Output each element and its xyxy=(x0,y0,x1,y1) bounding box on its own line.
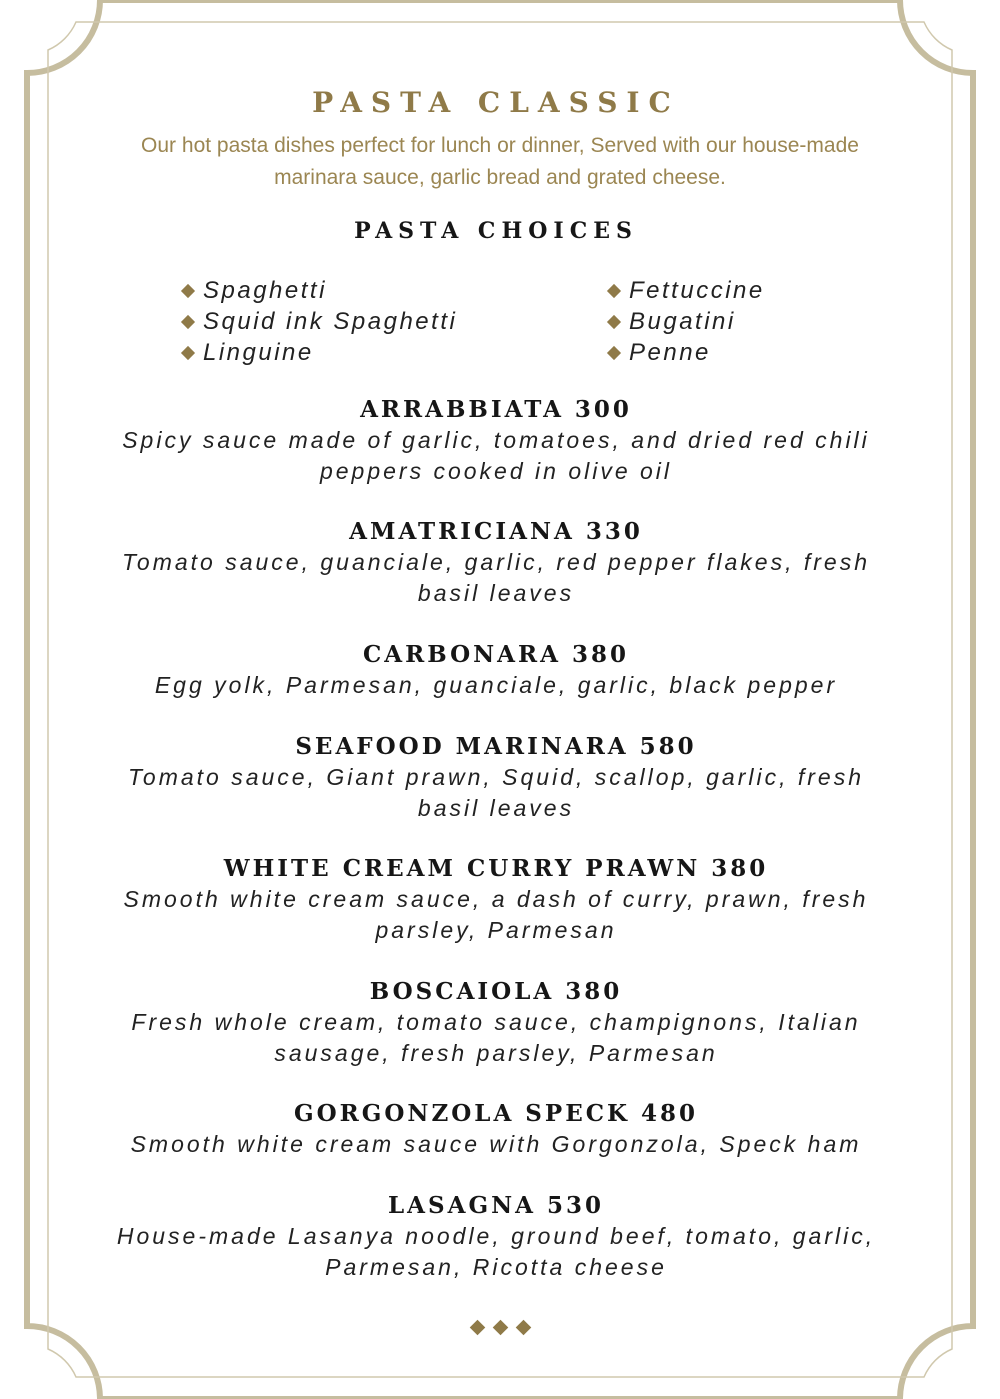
dish-description: House-made Lasanya noodle, ground beef, tomato, garlic, Parmesan, Ricotta cheese xyxy=(116,1223,876,1280)
dish-description: Tomato sauce, Giant prawn, Squid, scallop, garlic, fresh basil leaves xyxy=(127,764,865,821)
diamond-bullet-icon xyxy=(607,283,621,297)
dish-white-cream-curry-prawn xyxy=(100,854,892,946)
dish-description: Smooth white cream sauce with Gorgonzola, Speck ham xyxy=(130,1131,862,1157)
dish-name: WHITE CREAM CURRY PRAWN 380 xyxy=(223,855,769,882)
dish-description: Fresh whole cream, tomato sauce, champignons, Italian sausage, fresh parsley, Parmesan xyxy=(131,1009,861,1066)
dish-name: GORGONZOLA SPECK 480 xyxy=(293,1100,699,1127)
pasta-choice-label: Bugatini xyxy=(629,307,736,335)
pasta-choice-label: Fettuccine xyxy=(629,276,765,304)
dish-name: LASAGNA 530 xyxy=(387,1192,604,1219)
diamond-bullet-icon xyxy=(607,314,621,328)
pasta-choices-right xyxy=(604,275,765,368)
pasta-choice xyxy=(178,275,457,306)
dish-arrabbiata xyxy=(100,395,892,487)
diamond-bullet-icon xyxy=(181,345,195,359)
dish-seafood-marinara xyxy=(100,732,892,824)
dish-name: ARRABBIATA 300 xyxy=(360,396,632,423)
diamond-bullet-icon xyxy=(181,283,195,297)
diamond-bullet-icon xyxy=(181,314,195,328)
dish-description: Tomato sauce, guanciale, garlic, red pepper flakes, fresh basil leaves xyxy=(121,549,871,606)
dish-lasagna xyxy=(100,1191,892,1283)
dish-name: CARBONARA 380 xyxy=(362,641,629,668)
pasta-choices-heading: PASTA CHOICES xyxy=(354,218,638,244)
menu-title: PASTA CLASSIC xyxy=(312,86,680,119)
pasta-choice-label: Linguine xyxy=(203,338,314,366)
pasta-choice-label: Squid ink Spaghetti xyxy=(203,307,458,335)
diamond-bullet-icon xyxy=(607,345,621,359)
dish-boscaiola xyxy=(100,977,892,1069)
dish-description: Egg yolk, Parmesan, guanciale, garlic, black pepper xyxy=(154,672,838,698)
footer-ornament xyxy=(0,1322,1000,1333)
pasta-choice xyxy=(178,306,457,337)
dish-gorgonzola-speck xyxy=(100,1099,892,1160)
pasta-choice-label: Penne xyxy=(629,338,711,366)
dish-name: AMATRICIANA 330 xyxy=(349,518,643,545)
pasta-choice xyxy=(178,337,457,368)
pasta-choices-left xyxy=(178,275,457,368)
dish-name: SEAFOOD MARINARA 580 xyxy=(295,733,697,760)
diamond-ornament-icon xyxy=(515,1320,531,1336)
menu-intro: Our hot pasta dishes perfect for lunch or dinner, Served with our house-made marinara sauce, garlic bread and grated cheese. xyxy=(141,134,859,189)
pasta-choice xyxy=(604,337,765,368)
pasta-choice xyxy=(604,275,765,306)
dish-name: BOSCAIOLA 380 xyxy=(369,978,623,1005)
dish-amatriciana xyxy=(100,517,892,609)
pasta-choice-label: Spaghetti xyxy=(203,276,327,304)
dish-carbonara xyxy=(100,640,892,701)
pasta-choice xyxy=(604,306,765,337)
diamond-ornament-icon xyxy=(492,1320,508,1336)
dish-description: Smooth white cream sauce, a dash of curry, prawn, fresh parsley, Parmesan xyxy=(123,886,869,943)
diamond-ornament-icon xyxy=(469,1320,485,1336)
dish-description: Spicy sauce made of garlic, tomatoes, and dried red chili peppers cooked in olive oil xyxy=(122,427,870,484)
